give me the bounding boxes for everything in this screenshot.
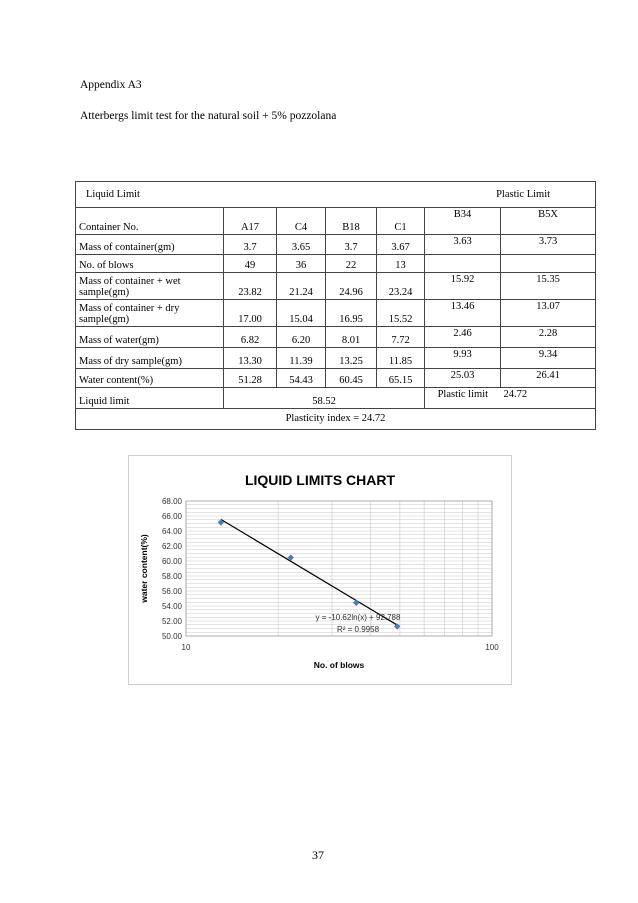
container-c4: C4	[277, 208, 326, 235]
pl-cell: 9.34	[501, 348, 596, 369]
y-tick-label: 50.00	[161, 632, 182, 641]
pl-cell: 26.41	[501, 369, 596, 388]
cell: 13.30	[224, 348, 277, 369]
liquid-limits-chart	[128, 455, 512, 685]
cell: 17.00	[224, 300, 277, 327]
pl-cell	[501, 255, 596, 273]
plasticity-index: Plasticity index = 24.72	[76, 409, 596, 430]
row-label: Mass of container + wet sample(gm)	[76, 273, 224, 300]
pl-cell: 9.93	[425, 348, 501, 369]
pl-cell: 25.03	[425, 369, 501, 388]
cell: 13	[377, 255, 425, 273]
pl-cell	[425, 255, 501, 273]
y-tick-label: 66.00	[161, 512, 182, 521]
container-label: Container No.	[76, 208, 224, 235]
row-label: No. of blows	[76, 255, 224, 273]
cell: 15.04	[277, 300, 326, 327]
y-tick-label: 52.00	[161, 617, 182, 626]
y-tick-label: 68.00	[161, 497, 182, 506]
pl-cell: 13.07	[501, 300, 596, 327]
x-tick-label: 100	[485, 643, 499, 652]
cell: 6.20	[277, 327, 326, 348]
pl-cell: 2.28	[501, 327, 596, 348]
y-tick-label: 56.00	[161, 587, 182, 596]
cell: 13.25	[326, 348, 377, 369]
pl-cell: 15.92	[425, 273, 501, 300]
cell: 65.15	[377, 369, 425, 388]
chart-title: LIQUID LIMITS CHART	[244, 472, 396, 488]
cell: 7.72	[377, 327, 425, 348]
pl-cell: 2.46	[425, 327, 501, 348]
cell: 60.45	[326, 369, 377, 388]
liquid-limit-value: 58.52	[224, 388, 425, 409]
row-label: Mass of container + dry sample(gm)	[76, 300, 224, 327]
cell: 36	[277, 255, 326, 273]
pl-cell: 15.35	[501, 273, 596, 300]
row-label: Mass of water(gm)	[76, 327, 224, 348]
cell: 3.7	[326, 235, 377, 255]
atterberg-table	[75, 181, 596, 430]
data-point	[353, 600, 359, 606]
cell: 49	[224, 255, 277, 273]
row-label: Mass of dry sample(gm)	[76, 348, 224, 369]
cell: 3.7	[224, 235, 277, 255]
liquid-limit-label: Liquid limit	[76, 388, 224, 409]
cell: 6.82	[224, 327, 277, 348]
y-tick-label: 54.00	[161, 602, 182, 611]
cell: 15.52	[377, 300, 425, 327]
container-b18: B18	[326, 208, 377, 235]
cell: 3.67	[377, 235, 425, 255]
cell: 23.82	[224, 273, 277, 300]
y-tick-label: 60.00	[161, 557, 182, 566]
row-label: Mass of container(gm)	[76, 235, 224, 255]
plastic-limit-header: Plastic Limit	[425, 182, 596, 208]
test-description: Atterbergs limit test for the natural soil + 5% pozzolana	[80, 110, 337, 122]
pl-cell: 13.46	[425, 300, 501, 327]
pl-cell: 3.63	[425, 235, 501, 255]
appendix-heading: Appendix A3	[80, 79, 142, 91]
cell: 11.39	[277, 348, 326, 369]
pl-cell: 3.73	[501, 235, 596, 255]
cell: 24.96	[326, 273, 377, 300]
container-a17: A17	[224, 208, 277, 235]
cell: 21.24	[277, 273, 326, 300]
plastic-limit-value: 24.72	[501, 388, 596, 409]
pl-container-b5x: B5X	[501, 208, 596, 235]
container-c1: C1	[377, 208, 425, 235]
cell: 3.65	[277, 235, 326, 255]
trendline-equation: y = -10.62ln(x) + 92.788	[315, 613, 401, 622]
cell: 54.43	[277, 369, 326, 388]
row-label: Water content(%)	[76, 369, 224, 388]
cell: 16.95	[326, 300, 377, 327]
y-tick-label: 64.00	[161, 527, 182, 536]
r-squared-label: R² = 0.9958	[336, 625, 380, 634]
y-axis-label: water content(%)	[139, 534, 149, 603]
cell: 8.01	[326, 327, 377, 348]
x-tick-label: 10	[181, 643, 191, 652]
plastic-limit-label: Plastic limit	[425, 388, 501, 409]
liquid-limit-header: Liquid Limit	[76, 182, 425, 208]
chart-canvas	[129, 456, 511, 684]
cell: 23.24	[377, 273, 425, 300]
pl-container-b34: B34	[425, 208, 501, 235]
y-tick-label: 58.00	[161, 572, 182, 581]
y-tick-label: 62.00	[161, 542, 182, 551]
cell: 11.85	[377, 348, 425, 369]
cell: 22	[326, 255, 377, 273]
x-axis-label: No. of blows	[313, 660, 365, 670]
page-number: 37	[312, 848, 324, 862]
cell: 51.28	[224, 369, 277, 388]
